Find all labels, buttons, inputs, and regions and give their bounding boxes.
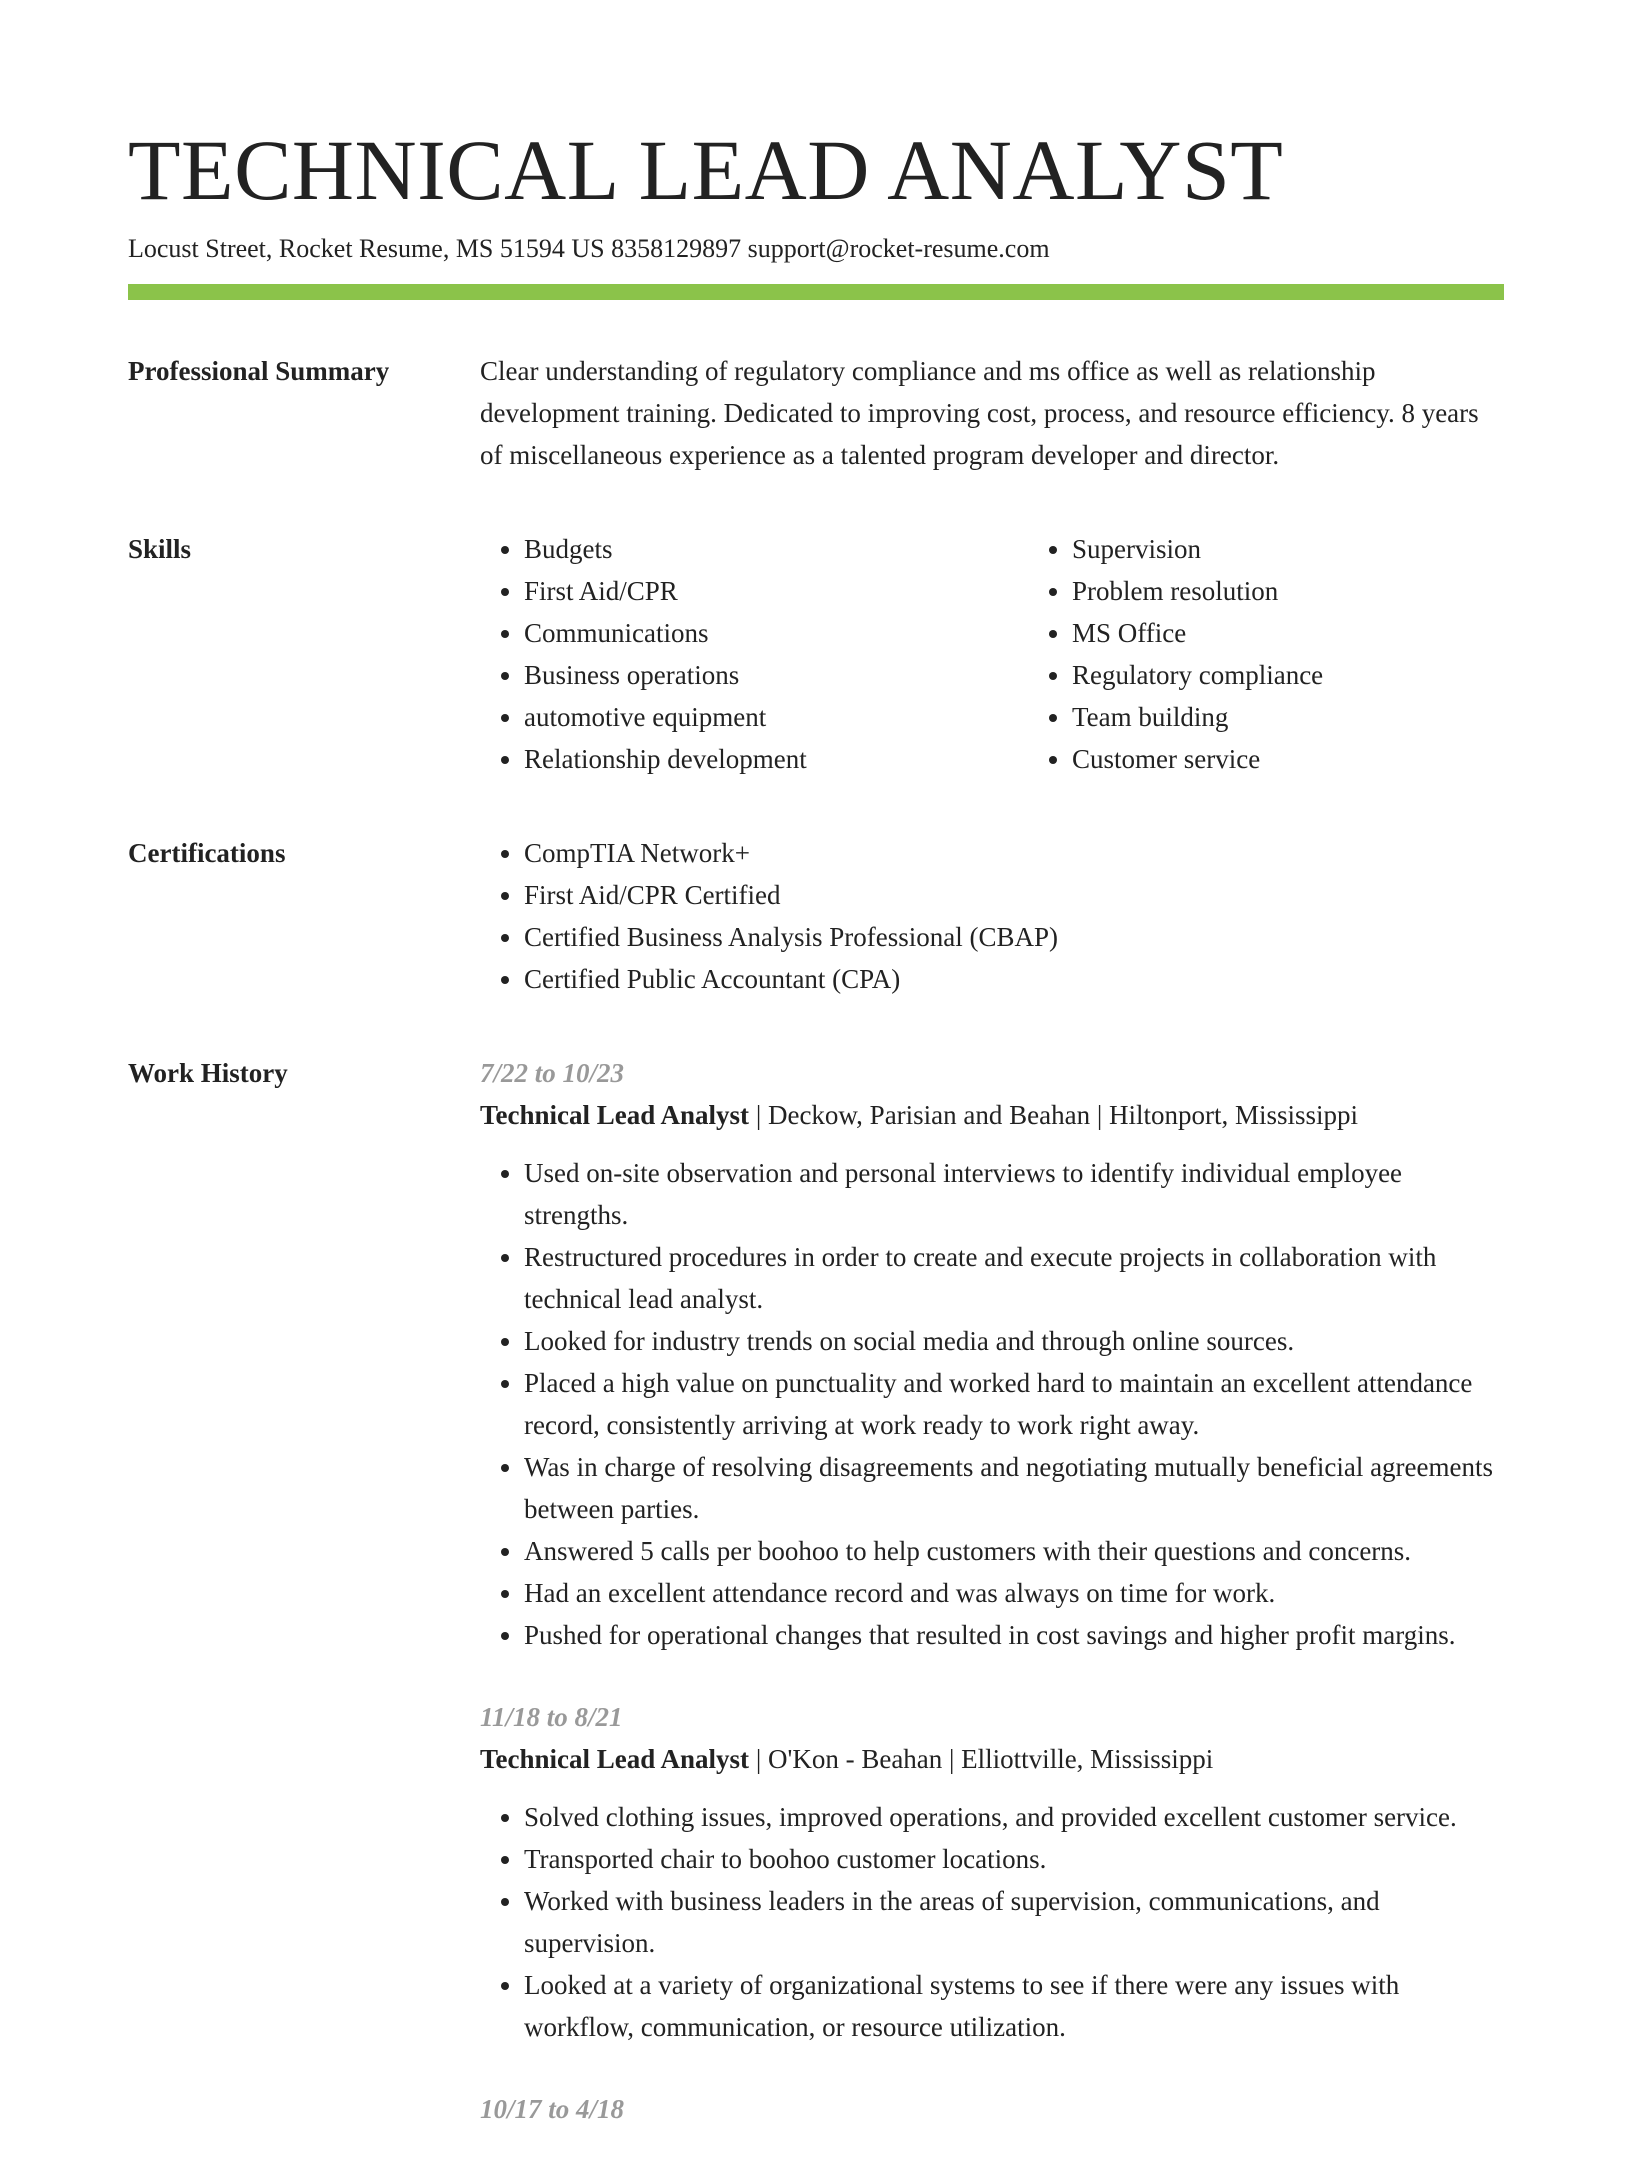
summary-heading: Professional Summary xyxy=(128,356,390,386)
job-bullet: • Looked at a variety of organizational systems to see if there were any issues with workflow, communication, or resource utilization. xyxy=(524,1964,1504,2048)
job-title-line xyxy=(480,1094,1504,1136)
skills-heading: Skills xyxy=(128,534,192,564)
contact-line xyxy=(128,232,1504,266)
job-bullets xyxy=(480,1152,1504,1656)
job-details: | O'Kon - Beahan | Elliottville, Mississippi xyxy=(749,1744,1214,1774)
skills-section xyxy=(128,528,1504,780)
resume-name: TECHNICAL LEAD ANALYST xyxy=(128,122,1284,218)
summary-section xyxy=(128,350,1504,476)
skill-item: • Relationship development xyxy=(524,738,1028,780)
work-history-heading: Work History xyxy=(128,1058,288,1088)
accent-divider xyxy=(128,284,1504,300)
contact-email[interactable]: support@rocket-resume.com xyxy=(747,234,1050,263)
certifications-section xyxy=(128,832,1504,1000)
job-bullet: • Was in charge of resolving disagreements and negotiating mutually beneficial agreements between parties. xyxy=(524,1446,1504,1530)
skill-item: • Customer service xyxy=(1072,738,1576,780)
job-bullet: • Pushed for operational changes that resulted in cost savings and higher profit margins. xyxy=(524,1614,1504,1656)
contact-address: Locust Street, Rocket Resume, MS 51594 US xyxy=(128,234,605,263)
job-bullet: • Answered 5 calls per boohoo to help customers with their questions and concerns. xyxy=(524,1530,1504,1572)
job-bullet: • Looked for industry trends on social media and through online sources. xyxy=(524,1320,1504,1362)
job-dates: 11/18 to 8/21 xyxy=(480,1702,623,1732)
skills-list-right xyxy=(1028,528,1576,780)
skill-item: • MS Office xyxy=(1072,612,1576,654)
job-bullet: • Restructured procedures in order to create and execute projects in collaboration with technical lead analyst. xyxy=(524,1236,1504,1320)
job-dates: 10/17 to 4/18 xyxy=(480,2094,625,2124)
job-bullet: • Worked with business leaders in the areas of supervision, communications, and supervision. xyxy=(524,1880,1504,1964)
contact-phone: 8358129897 xyxy=(611,234,742,263)
skill-item: • Communications xyxy=(524,612,1028,654)
job-title: Technical Lead Analyst xyxy=(480,1744,750,1774)
job-dates: 7/22 to 10/23 xyxy=(480,1058,625,1088)
job-bullet: • Had an excellent attendance record and was always on time for work. xyxy=(524,1572,1504,1614)
job-bullet: • Transported chair to boohoo customer locations. xyxy=(524,1838,1504,1880)
skill-item: • First Aid/CPR xyxy=(524,570,1028,612)
work-history-section xyxy=(128,1052,1504,2170)
job-bullet: • Used on-site observation and personal interviews to identify individual employee strengths. xyxy=(524,1152,1504,1236)
job-details: | Deckow, Parisian and Beahan | Hiltonport, Mississippi xyxy=(749,1100,1359,1130)
skill-item: • Team building xyxy=(1072,696,1576,738)
certification-item: • First Aid/CPR Certified xyxy=(524,874,1504,916)
job-bullet: • Placed a high value on punctuality and worked hard to maintain an excellent attendance record, consistently arriving at work ready to work right away. xyxy=(524,1362,1504,1446)
skill-item: • Problem resolution xyxy=(1072,570,1576,612)
job-title-line xyxy=(480,1738,1504,1780)
certification-item: • Certified Business Analysis Professional (CBAP) xyxy=(524,916,1504,958)
skill-item: • Business operations xyxy=(524,654,1028,696)
skill-item: • Budgets xyxy=(524,528,1028,570)
skill-item: • Supervision xyxy=(1072,528,1576,570)
skills-list-left xyxy=(480,528,1028,780)
certification-item: • CompTIA Network+ xyxy=(524,832,1504,874)
job-entry xyxy=(480,1696,1504,2048)
certifications-heading: Certifications xyxy=(128,838,286,868)
summary-text: Clear understanding of regulatory compliance and ms office as well as relationship development training. Dedicated to improving cost, process, and resource efficiency. 8 years of miscellaneous experience as a talented program developer and director. xyxy=(480,356,1479,470)
resume-page xyxy=(128,0,1504,2170)
job-bullets xyxy=(480,1796,1504,2048)
skill-item: • Regulatory compliance xyxy=(1072,654,1576,696)
skill-item: • automotive equipment xyxy=(524,696,1028,738)
certifications-list xyxy=(480,832,1504,1000)
job-entry xyxy=(480,1052,1504,1656)
certification-item: • Certified Public Accountant (CPA) xyxy=(524,958,1504,1000)
job-bullet: • Solved clothing issues, improved operations, and provided excellent customer service. xyxy=(524,1796,1504,1838)
job-title: Technical Lead Analyst xyxy=(480,1100,750,1130)
job-entry xyxy=(480,2088,1504,2130)
